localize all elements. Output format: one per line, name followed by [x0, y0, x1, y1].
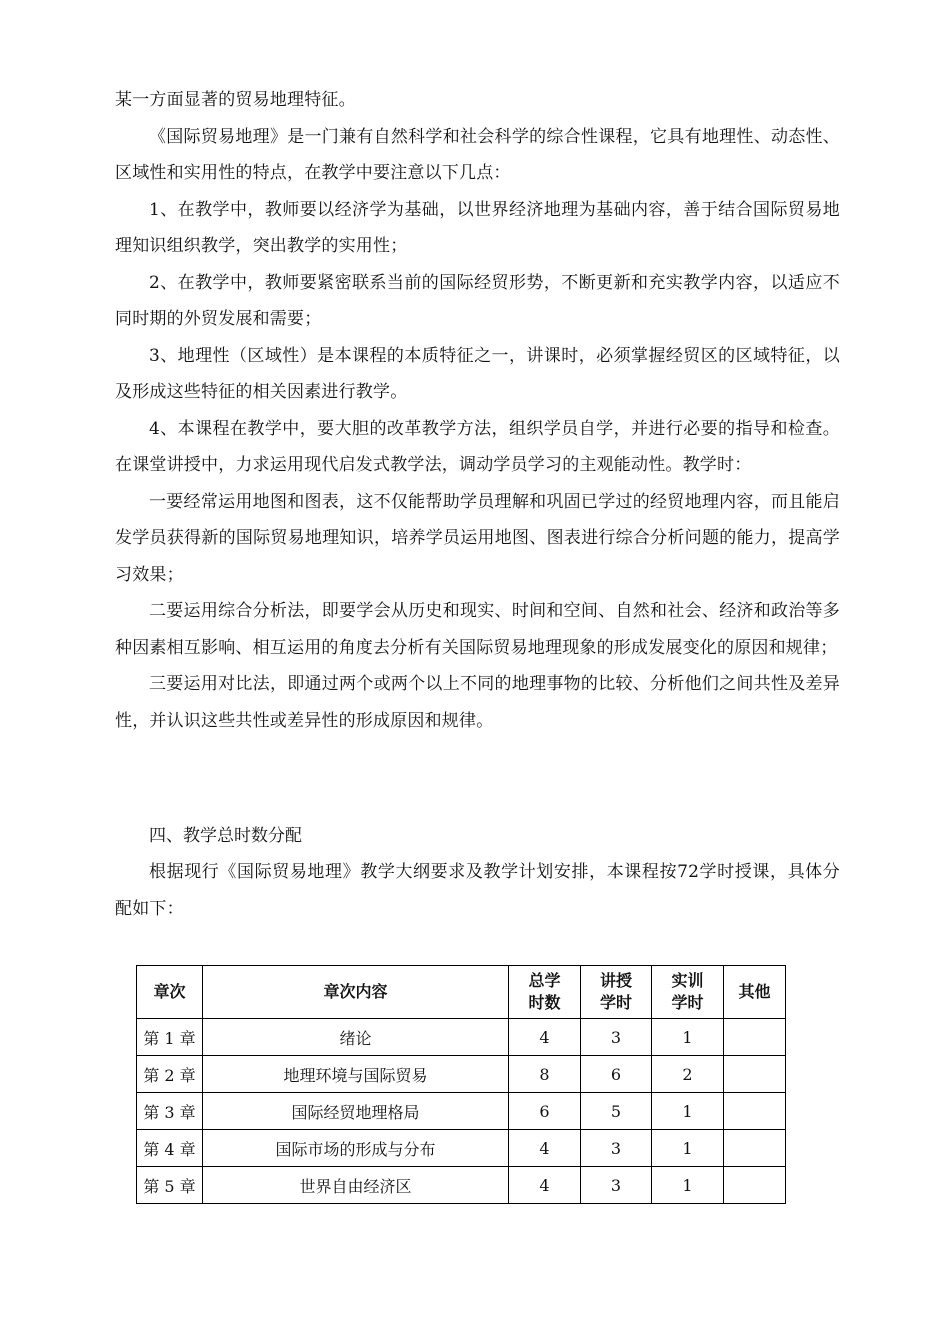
- chapter-cell: 第 5 章: [137, 1167, 203, 1204]
- table-row: [137, 1056, 786, 1093]
- practice-hours-cell: 2: [652, 1056, 724, 1093]
- section-4-paragraph: 根据现行《国际贸易地理》教学大纲要求及教学计划安排，本课程按72学时授课，具体分配如下：: [115, 862, 840, 919]
- header-practice-hours: [652, 966, 724, 1019]
- content-cell: 绪论: [203, 1019, 509, 1056]
- total-hours-cell: 4: [509, 1019, 581, 1056]
- total-hours-cell: 4: [509, 1130, 581, 1167]
- other-cell: [724, 1093, 786, 1130]
- hours-allocation-table: [136, 965, 786, 1204]
- header-practice-hours-label: 实训学时: [671, 971, 704, 1012]
- point-4-paragraph: 4、本课程在教学中，要大胆的改革教学方法，组织学员自学，并进行必要的指导和检查。在课堂讲授中，力求运用现代启发式教学法，调动学员学习的主观能动性。教学时：: [115, 418, 840, 475]
- chapter-cell: 第 1 章: [137, 1019, 203, 1056]
- chapter-cell: 第 2 章: [137, 1056, 203, 1093]
- header-content: 章次内容: [203, 966, 509, 1019]
- lecture-hours-cell: 3: [581, 1167, 652, 1204]
- content-cell: 世界自由经济区: [203, 1167, 509, 1204]
- other-cell: [724, 1019, 786, 1056]
- chapter-cell: 第 4 章: [137, 1130, 203, 1167]
- total-hours-cell: 8: [509, 1056, 581, 1093]
- other-cell: [724, 1056, 786, 1093]
- table-row: [137, 1019, 786, 1056]
- content-cell: 地理环境与国际贸易: [203, 1056, 509, 1093]
- teaching-notes-section: [115, 82, 840, 739]
- total-hours-cell: 6: [509, 1093, 581, 1130]
- point-2-paragraph: 2、在教学中，教师要紧密联系当前的国际经贸形势，不断更新和充实教学内容，以适应不同时期的外贸发展和需要；: [115, 272, 840, 329]
- method-1-paragraph: 一要经常运用地图和图表，这不仅能帮助学员理解和巩固已学过的经贸地理内容，而且能启发学员获得新的国际贸易地理知识，培养学员运用地图、图表进行综合分析问题的能力，提高学习效果；: [115, 491, 840, 585]
- lecture-hours-cell: 3: [581, 1130, 652, 1167]
- total-hours-cell: 4: [509, 1167, 581, 1204]
- hours-allocation-section: [115, 818, 840, 927]
- lecture-hours-cell: 3: [581, 1019, 652, 1056]
- section-4-title: 四、教学总时数分配: [149, 826, 302, 846]
- header-lecture-hours: [581, 966, 652, 1019]
- header-chapter: 章次: [137, 966, 203, 1019]
- intro-tail-paragraph: 某一方面显著的贸易地理特征。: [115, 90, 356, 110]
- practice-hours-cell: 1: [652, 1130, 724, 1167]
- header-lecture-hours-label: 讲授学时: [599, 971, 632, 1012]
- table-row: [137, 1093, 786, 1130]
- course-intro-paragraph: 《国际贸易地理》是一门兼有自然科学和社会科学的综合性课程，它具有地理性、动态性、区域性和实用性的特点，在教学中要注意以下几点：: [115, 126, 840, 183]
- method-2-paragraph: 二要运用综合分析法，即要学会从历史和现实、时间和空间、自然和社会、经济和政治等多种因素相互影响、相互运用的角度去分析有关国际贸易地理现象的形成发展变化的原因和规律；: [115, 601, 840, 658]
- lecture-hours-cell: 6: [581, 1056, 652, 1093]
- practice-hours-cell: 1: [652, 1019, 724, 1056]
- content-cell: 国际经贸地理格局: [203, 1093, 509, 1130]
- table-row: [137, 1130, 786, 1167]
- header-total-hours: [509, 966, 581, 1019]
- point-1-paragraph: 1、在教学中，教师要以经济学为基础，以世界经济地理为基础内容，善于结合国际贸易地理知识组织教学，突出教学的实用性；: [115, 199, 840, 256]
- method-3-paragraph: 三要运用对比法，即通过两个或两个以上不同的地理事物的比较、分析他们之间共性及差异性，并认识这些共性或差异性的形成原因和规律。: [115, 674, 840, 731]
- other-cell: [724, 1167, 786, 1204]
- practice-hours-cell: 1: [652, 1093, 724, 1130]
- header-other: 其他: [724, 966, 786, 1019]
- lecture-hours-cell: 5: [581, 1093, 652, 1130]
- content-cell: 国际市场的形成与分布: [203, 1130, 509, 1167]
- point-3-paragraph: 3、地理性（区域性）是本课程的本质特征之一，讲课时，必须掌握经贸区的区域特征，以及形成这些特征的相关因素进行教学。: [115, 345, 840, 402]
- header-total-hours-label: 总学时数: [528, 971, 561, 1012]
- chapter-cell: 第 3 章: [137, 1093, 203, 1130]
- other-cell: [724, 1130, 786, 1167]
- table-row: [137, 1167, 786, 1204]
- practice-hours-cell: 1: [652, 1167, 724, 1204]
- table-header-row: [137, 966, 786, 1019]
